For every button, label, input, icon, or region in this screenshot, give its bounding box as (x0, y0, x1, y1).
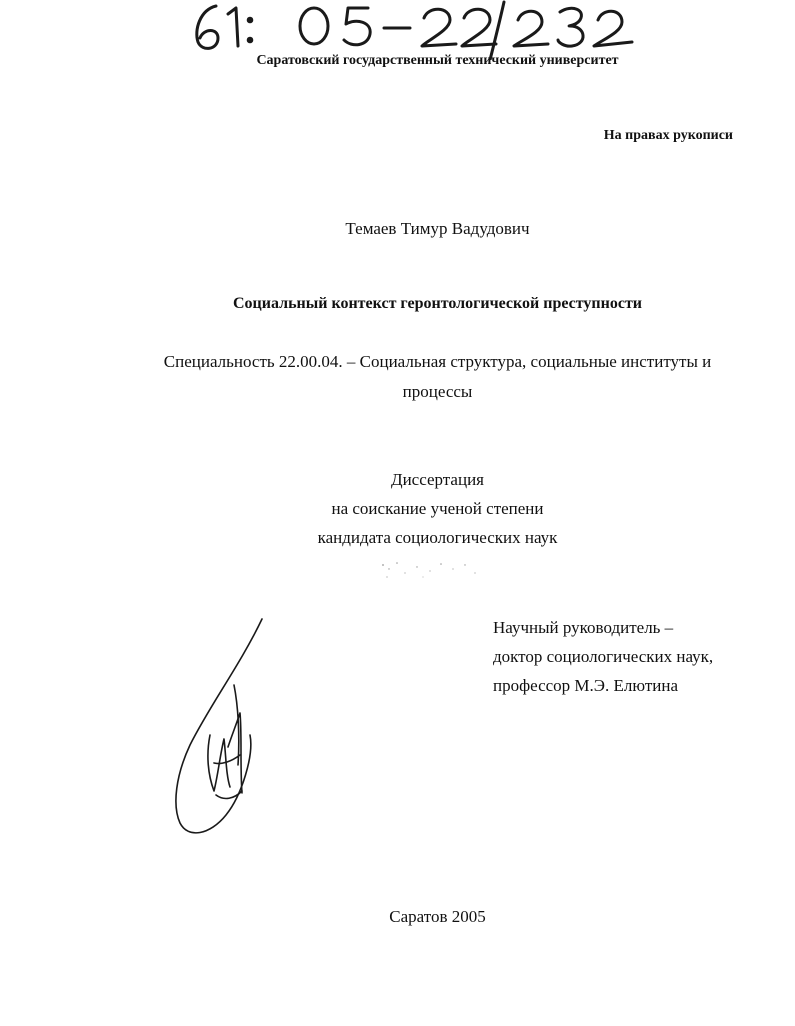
dissertation-type-line-1: Диссертация (390, 470, 484, 489)
advisor-line-3: профессор М.Э. Елютина (493, 676, 679, 695)
scan-specks-drawing (375, 555, 485, 585)
specialty-line-1: Специальность 22.00.04. – Социальная структура, социальные институты и (163, 352, 712, 371)
handwritten-code-drawing (188, 0, 638, 60)
manuscript-note: На правах рукописи (603, 128, 733, 143)
specialty-line-2: процессы (402, 382, 473, 401)
dissertation-type-line-3: кандидата социологических наук (317, 528, 558, 547)
advisor-line-1: Научный руководитель – (493, 618, 674, 637)
scan-specks (375, 555, 485, 585)
handwritten-signature (170, 615, 280, 845)
dissertation-type-line-2: на соискание ученой степени (331, 499, 544, 518)
dissertation-title: Социальный контекст геронтологической преступности (232, 295, 643, 312)
author-name: Темаев Тимур Вадудович (345, 219, 530, 238)
handwritten-catalog-code (188, 0, 638, 60)
advisor-line-2: доктор социологических наук, (493, 647, 714, 666)
scientific-advisor-block (493, 613, 713, 700)
signature-drawing (170, 615, 280, 845)
city-year: Саратов 2005 (389, 907, 486, 926)
university-name: Саратовский государственный технический университет (256, 53, 619, 68)
